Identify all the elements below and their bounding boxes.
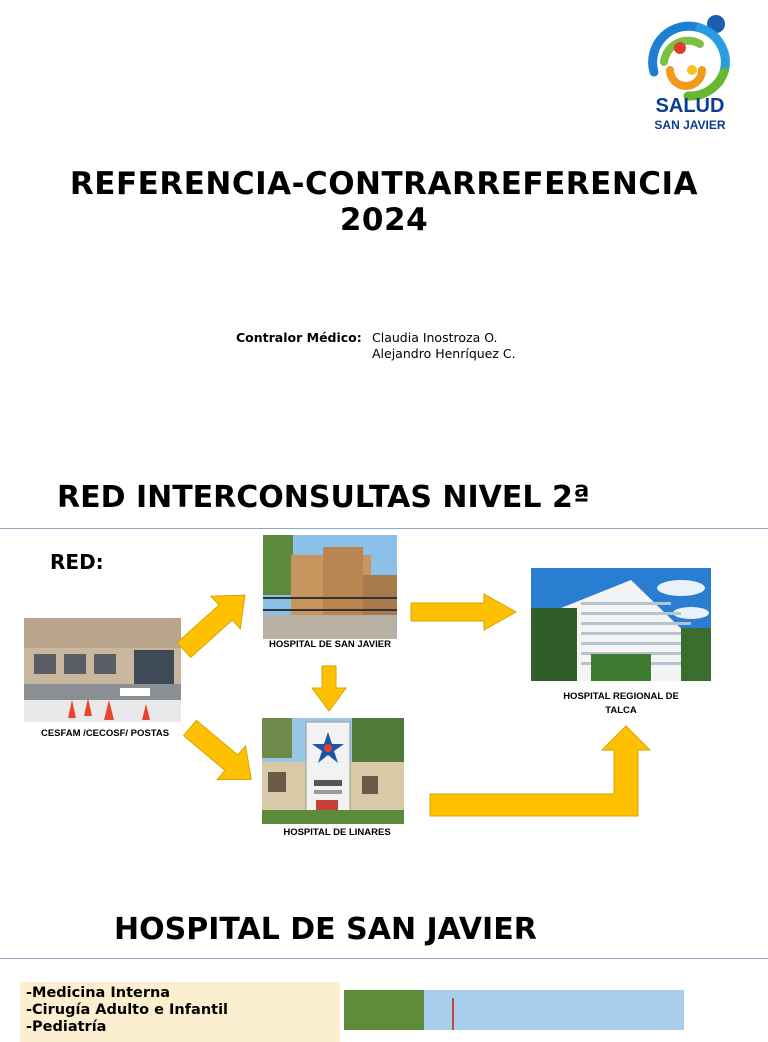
logo-text-main: SALUD bbox=[655, 95, 725, 117]
title-line-2: 2024 bbox=[339, 202, 429, 238]
logo-text-sub: SAN JAVIER bbox=[654, 118, 726, 132]
arrow-cesfam-to-san-javier bbox=[169, 579, 259, 667]
contralor-name-1: Claudia Inostroza O. bbox=[372, 330, 498, 345]
arrow-linares-to-talca bbox=[430, 726, 650, 816]
caption-san-javier: HOSPITAL DE SAN JAVIER bbox=[269, 639, 391, 650]
title-slide bbox=[0, 0, 768, 458]
hospital-san-javier-slide bbox=[0, 896, 768, 1035]
specialties-list bbox=[26, 985, 228, 1036]
specialty-item: -Cirugía Adulto e Infantil bbox=[26, 1002, 229, 1018]
specialty-item: -Pediatría bbox=[26, 1019, 107, 1035]
contralor-label: Contralor Médico: bbox=[236, 330, 362, 345]
caption-linares: HOSPITAL DE LINARES bbox=[283, 827, 391, 838]
arrow-cesfam-to-linares bbox=[176, 711, 266, 796]
caption-talca-line-1: HOSPITAL REGIONAL DE bbox=[563, 691, 679, 702]
hospital-exterior-photo bbox=[344, 990, 684, 1030]
arrow-san-javier-to-linares bbox=[312, 666, 346, 711]
presentation-title bbox=[20, 166, 748, 238]
title-line-1: REFERENCIA-CONTRARREFERENCIA bbox=[69, 166, 699, 202]
specialty-item: -Medicina Interna bbox=[26, 985, 171, 1001]
flow-arrows bbox=[0, 462, 768, 892]
title-divider bbox=[0, 958, 768, 959]
network-slide bbox=[0, 462, 768, 892]
caption-talca-line-2: TALCA bbox=[605, 705, 637, 716]
network-title: RED INTERCONSULTAS NIVEL 2ª bbox=[57, 480, 590, 515]
contralor-names bbox=[372, 330, 516, 362]
contralor-name-2: Alejandro Henríquez C. bbox=[372, 346, 516, 361]
caption-cesfam: CESFAM /CECOSF/ POSTAS bbox=[40, 728, 170, 739]
arrow-san-javier-to-talca bbox=[411, 594, 516, 630]
red-label: RED: bbox=[50, 550, 104, 574]
hospital-title: HOSPITAL DE SAN JAVIER bbox=[114, 912, 537, 947]
